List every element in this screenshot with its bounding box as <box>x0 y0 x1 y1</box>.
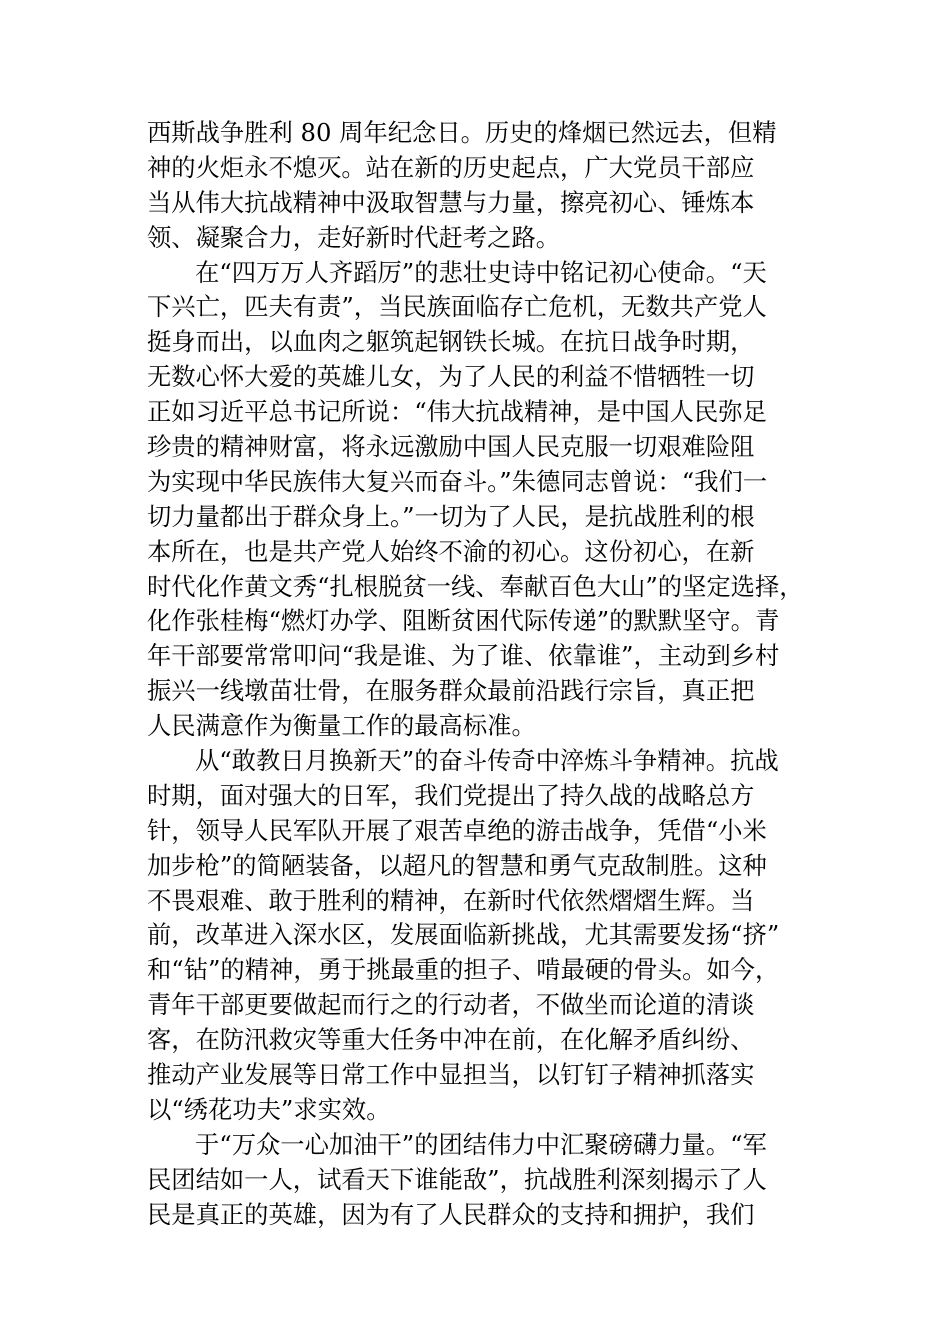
paragraph-line: 挺身而出，以血肉之躯筑起钢铁长城。在抗日战争时期， <box>147 327 755 357</box>
paragraph-line: 从“敢教日月换新天”的奋斗传奇中淬炼斗争精神。抗战 <box>195 746 779 776</box>
paragraph-line: 无数心怀大爱的英雄儿女，为了人民的利益不惜牺牲一切 <box>147 362 755 392</box>
paragraph-line: 前，改革进入深水区，发展面临新挑战，尤其需要发扬“挤” <box>147 920 780 950</box>
paragraph-line: 青年干部更要做起而行之的行动者，不做坐而论道的清谈 <box>147 990 755 1020</box>
paragraph-line: 人民满意作为衡量工作的最高标准。 <box>147 711 536 741</box>
paragraph-line: 本所在，也是共产党人始终不渝的初心。这份初心，在新 <box>147 536 755 566</box>
paragraph-line: 切力量都出于群众身上。”一切为了人民，是抗战胜利的根 <box>147 501 755 531</box>
paragraph-line: 时期，面对强大的日军，我们党提出了持久战的战略总方 <box>147 780 755 810</box>
paragraph-line: 当从伟大抗战精神中汲取智慧与力量，擦亮初心、锤炼本 <box>147 187 755 217</box>
paragraph <box>147 256 812 744</box>
paragraph-line: 正如习近平总书记所说：“伟大抗战精神，是中国人民弥足 <box>147 397 767 427</box>
paragraph <box>147 744 812 1128</box>
document-body <box>147 116 812 1233</box>
paragraph-line: 推动产业发展等日常工作中显担当，以钉钉子精神抓落实 <box>147 1060 755 1090</box>
paragraph-line: 神的火炬永不熄灭。站在新的历史起点，广大党员干部应 <box>147 152 755 182</box>
paragraph-line: 时代化作黄文秀“扎根脱贫一线、奉献百色大山”的坚定选择， <box>147 571 804 601</box>
paragraph-line: 下兴亡，匹夫有责”，当民族面临存亡危机，无数共产党人 <box>147 292 767 322</box>
paragraph <box>147 1128 812 1233</box>
paragraph-line: 民团结如一人，试看天下谁能敌”，抗战胜利深刻揭示了人 <box>147 1164 767 1194</box>
paragraph-line: 振兴一线墩苗壮骨，在服务群众最前沿践行宗旨，真正把 <box>147 676 755 706</box>
paragraph-line: 珍贵的精神财富，将永远激励中国人民克服一切艰难险阻 <box>147 432 755 462</box>
paragraph-line: 西斯战争胜利 80 周年纪念日。历史的烽烟已然远去，但精 <box>147 118 777 147</box>
paragraph-line: 加步枪”的简陋装备，以超凡的智慧和勇气克敌制胜。这种 <box>147 850 767 880</box>
paragraph-line: 于“万众一心加油干”的团结伟力中汇聚磅礴力量。“军 <box>195 1129 767 1159</box>
paragraph-line: 化作张桂梅“燃灯办学、阻断贫困代际传递”的默默坚守。青 <box>147 606 780 636</box>
paragraph-line: 客，在防汛救灾等重大任务中冲在前，在化解矛盾纠纷、 <box>147 1025 755 1055</box>
paragraph-line: 针，领导人民军队开展了艰苦卓绝的游击战争，凭借“小米 <box>147 815 767 845</box>
paragraph-line: 民是真正的英雄，因为有了人民群众的支持和拥护，我们 <box>147 1199 755 1229</box>
paragraph-line: 在“四万万人齐蹈厉”的悲壮史诗中铭记初心使命。“天 <box>195 257 767 287</box>
paragraph-line: 年干部要常常叩问“我是谁、为了谁、依靠谁”，主动到乡村 <box>147 641 780 671</box>
paragraph-line: 和“钻”的精神，勇于挑最重的担子、啃最硬的骨头。如今， <box>147 955 780 985</box>
paragraph-line: 为实现中华民族伟大复兴而奋斗。”朱德同志曾说：“我们一 <box>147 466 768 496</box>
paragraph <box>147 116 812 256</box>
paragraph-line: 以“绣花功夫”求实效。 <box>147 1094 391 1124</box>
paragraph-line: 不畏艰难、敢于胜利的精神，在新时代依然熠熠生辉。当 <box>147 885 755 915</box>
paragraph-line: 领、凝聚合力，走好新时代赶考之路。 <box>147 222 561 252</box>
